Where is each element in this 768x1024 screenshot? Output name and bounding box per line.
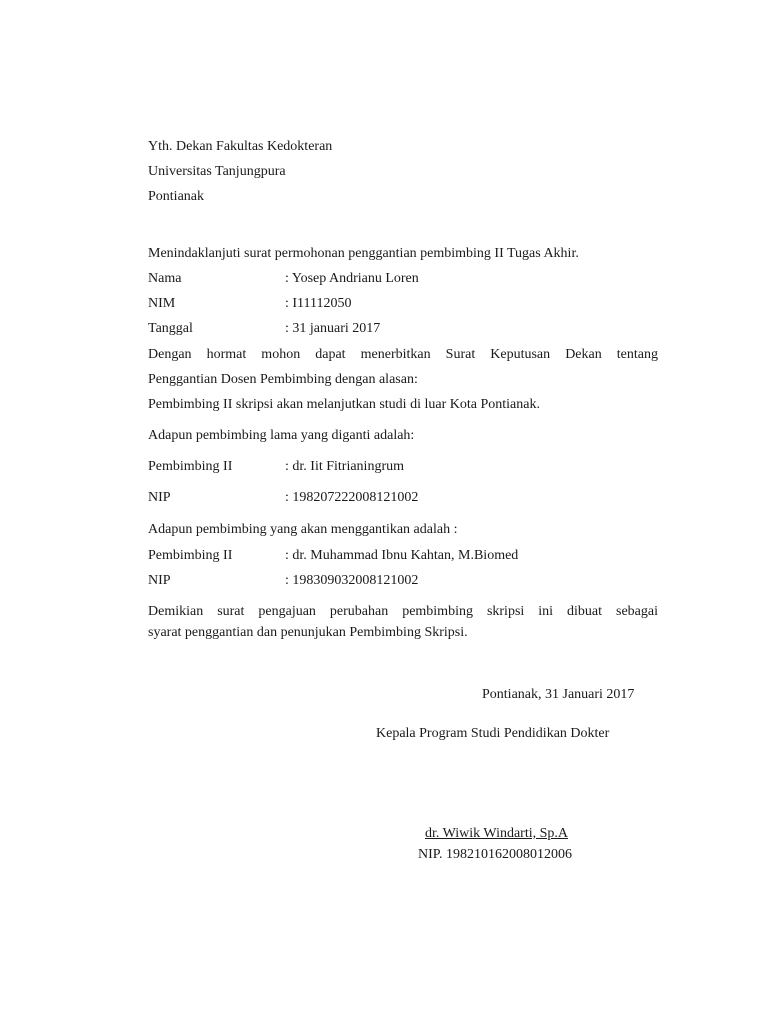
request-line-2: Penggantian Dosen Pembimbing dengan alasan: [148, 372, 418, 387]
new-nip-row [148, 572, 418, 590]
new-supervisor-value: : dr. Muhammad Ibnu Kahtan, M.Biomed [285, 548, 519, 563]
new-nip-value: : 198309032008121002 [285, 573, 419, 588]
signature-position: Kepala Program Studi Pendidikan Dokter [376, 726, 610, 741]
tanggal-row [148, 320, 380, 338]
signatory-nip: NIP. 198210162008012006 [418, 847, 573, 862]
recipient-line-2: Universitas Tanjungpura [148, 164, 286, 179]
old-nip-label: NIP [148, 490, 171, 505]
nim-label: NIM [148, 296, 176, 311]
tanggal-value: : 31 januari 2017 [285, 321, 381, 336]
new-supervisor-row [148, 547, 518, 565]
old-supervisor-label: Pembimbing II [148, 459, 233, 474]
tanggal-label: Tanggal [148, 321, 193, 336]
nama-value: : Yosep Andrianu Loren [285, 271, 419, 286]
new-supervisor-heading: Adapun pembimbing yang akan menggantikan adalah : [148, 522, 458, 537]
intro-paragraph: Menindaklanjuti surat permohonan penggantian pembimbing II Tugas Akhir. [148, 246, 579, 261]
request-reason: Pembimbing II skripsi akan melanjutkan studi di luar Kota Pontianak. [148, 397, 540, 412]
signatory-name: dr. Wiwik Windarti, Sp.A [425, 826, 569, 841]
nama-label: Nama [148, 271, 182, 286]
nama-row [148, 270, 419, 288]
new-nip-label: NIP [148, 573, 171, 588]
old-supervisor-value: : dr. Iit Fitrianingrum [285, 459, 404, 474]
old-supervisor-heading: Adapun pembimbing lama yang diganti adalah: [148, 428, 415, 443]
old-nip-value: : 198207222008121002 [285, 490, 419, 505]
request-line-1: Dengan hormat mohon dapat menerbitkan Surat Keputusan Dekan tentang [148, 347, 658, 362]
signature-place-date: Pontianak, 31 Januari 2017 [482, 687, 635, 702]
old-nip-row [148, 489, 418, 507]
closing-line-1: Demikian surat pengajuan perubahan pembimbing skripsi ini dibuat sebagai [148, 604, 658, 619]
new-supervisor-label: Pembimbing II [148, 548, 233, 563]
nim-value: : I11112050 [285, 296, 352, 311]
recipient-line-1: Yth. Dekan Fakultas Kedokteran [148, 139, 333, 154]
recipient-line-3: Pontianak [148, 189, 204, 204]
nim-row [148, 295, 352, 313]
closing-line-2: syarat penggantian dan penunjukan Pembimbing Skripsi. [148, 625, 468, 640]
old-supervisor-row [148, 458, 404, 476]
